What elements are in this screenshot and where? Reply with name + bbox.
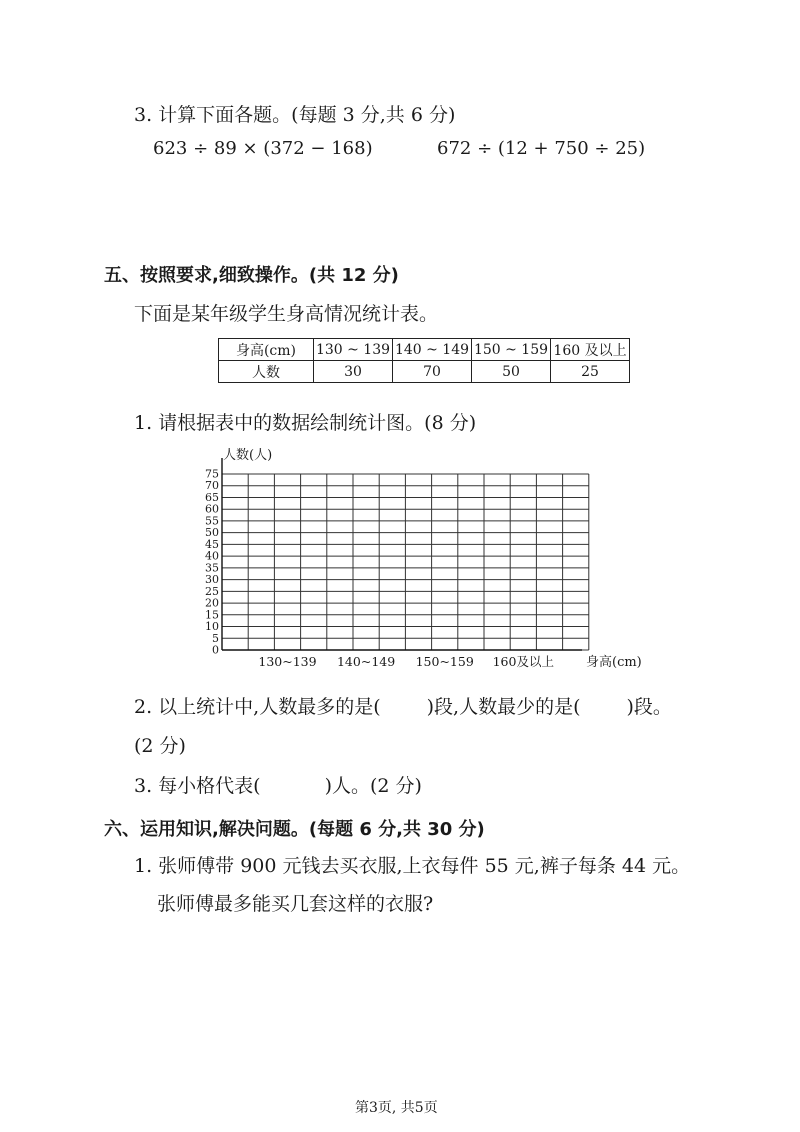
y-tick-label: 5 [212, 631, 219, 645]
q2-text-1: 2. 以上统计中,人数最多的是( [134, 696, 381, 718]
table-cell: 50 [472, 361, 551, 383]
y-tick-label: 45 [205, 537, 219, 551]
y-tick-label: 30 [205, 573, 219, 587]
section6-q1-line2: 张师傅最多能买几套这样的衣服? [157, 893, 434, 915]
x-category-label: 140~149 [336, 654, 396, 669]
q3-title: 3. 计算下面各题。(每题 3 分,共 6 分) [134, 104, 456, 126]
table-cell: 人数 [219, 361, 314, 383]
y-tick-label: 50 [205, 526, 219, 540]
table-cell: 70 [393, 361, 472, 383]
q3-text-2: )人。(2 分) [324, 775, 422, 797]
table-row [219, 361, 630, 383]
table-cell: 30 [314, 361, 393, 383]
table-cell: 160 及以上 [551, 339, 630, 361]
y-tick-label: 35 [205, 561, 219, 575]
y-tick-label: 55 [205, 514, 219, 528]
q2-text-2: )段,人数最少的是( [426, 696, 581, 718]
page-footer: 第3页, 共5页 [355, 1100, 438, 1116]
q2-text-3: )段。 [626, 696, 672, 718]
q3-expression-2: 672 ÷ (12 + 750 ÷ 25) [437, 138, 646, 159]
q3-expression-1: 623 ÷ 89 × (372 − 168) [153, 138, 373, 159]
x-axis-label: 身高(cm) [586, 655, 642, 670]
table-cell: 25 [551, 361, 630, 383]
q2-score: (2 分) [134, 735, 186, 757]
y-tick-label: 10 [205, 620, 219, 634]
y-tick-label: 20 [205, 596, 219, 610]
y-tick-label: 15 [205, 608, 219, 622]
y-tick-label: 65 [205, 490, 219, 504]
table-row [219, 339, 630, 361]
x-category-label: 160及以上 [492, 654, 554, 669]
table-cell: 130 ~ 139 [314, 339, 393, 361]
table-cell: 身高(cm) [219, 339, 314, 361]
y-tick-label: 0 [212, 643, 219, 657]
y-tick-label: 25 [205, 584, 219, 598]
x-category-label: 130~139 [258, 654, 317, 669]
y-tick-label: 40 [205, 549, 219, 563]
section5-q2 [134, 692, 672, 719]
section5-heading: 五、按照要求,细致操作。(共 12 分) [104, 265, 399, 286]
x-category-label: 150~159 [415, 654, 474, 669]
section5-q3 [134, 771, 422, 798]
section6-q1-line1: 1. 张师傅带 900 元钱去买衣服,上衣每件 55 元,裤子每条 44 元。 [134, 855, 691, 877]
y-tick-label: 75 [205, 467, 219, 481]
height-stats-table [218, 338, 630, 383]
section5-intro: 下面是某年级学生身高情况统计表。 [134, 303, 439, 325]
q3-text-1: 3. 每小格代表( [134, 775, 261, 797]
height-bar-chart-grid[interactable] [190, 440, 660, 675]
section5-q1: 1. 请根据表中的数据绘制统计图。(8 分) [134, 412, 477, 434]
y-axis-label: 人数(人) [223, 448, 273, 463]
table-cell: 150 ~ 159 [472, 339, 551, 361]
y-tick-label: 60 [205, 502, 219, 516]
section6-heading: 六、运用知识,解决问题。(每题 6 分,共 30 分) [104, 819, 485, 840]
table-cell: 140 ~ 149 [393, 339, 472, 361]
y-tick-label: 70 [205, 479, 219, 493]
